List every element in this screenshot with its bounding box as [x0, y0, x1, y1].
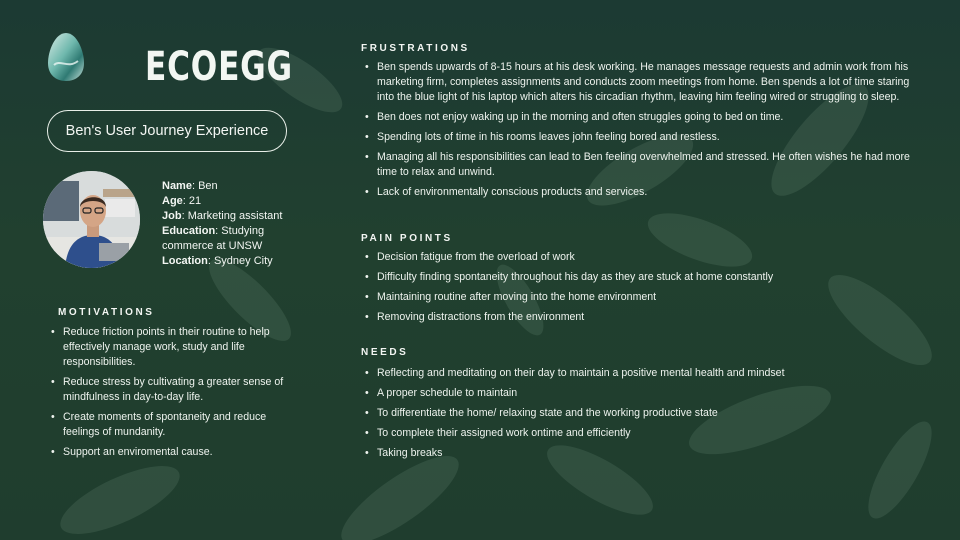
frustrations-list	[362, 60, 922, 205]
pain-points-list	[362, 250, 922, 330]
list-item: • Ben spends upwards of 8-15 hours at his desk working. He manages message requests and admin work from his marketing firm, completes assignments and conducts zoom meetings from home. Ben spends a lot of time staring into the blue light of his laptop which alters his circadian rhythm, leaving him feeling wired or struggling to sleep.	[362, 60, 922, 105]
needs-list	[362, 366, 922, 466]
list-item: • Ben does not enjoy waking up in the morning and often struggles going to bed on time.	[362, 110, 922, 125]
user-photo-avatar	[43, 171, 140, 268]
list-item: • Taking breaks	[362, 446, 922, 461]
frustrations-heading: FRUSTRATIONS	[361, 43, 470, 54]
journey-title-pill	[47, 110, 287, 152]
list-item: • Reduce friction points in their routine to help effectively manage work, study and life responsibilities.	[48, 325, 303, 370]
profile-job: Job: Marketing assistant	[162, 210, 283, 222]
needs-heading: NEEDS	[361, 347, 409, 358]
list-item: • Managing all his responsibilities can lead to Ben feeling overwhelmed and stressed. He often wishes he had more time to relax and unwind.	[362, 150, 922, 180]
list-item: • Maintaining routine after moving into the home environment	[362, 290, 922, 305]
list-item: • To differentiate the home/ relaxing state and the working productive state	[362, 406, 922, 421]
profile-location: Location: Sydney City	[162, 255, 273, 267]
avatar	[43, 171, 140, 268]
egg-logo-icon	[46, 31, 86, 83]
pain-points-heading: PAIN POINTS	[361, 233, 453, 244]
profile-details	[162, 179, 292, 269]
profile-age: Age: 21	[162, 195, 202, 207]
list-item: • Reduce stress by cultivating a greater sense of mindfulness in day-to-day life.	[48, 375, 303, 405]
journey-title-label: Ben's User Journey Experience	[65, 123, 269, 139]
profile-education: Education: Studying commerce at UNSW	[162, 225, 265, 252]
list-item: • To complete their assigned work ontime and efficiently	[362, 426, 922, 441]
list-item: • Lack of environmentally conscious products and services.	[362, 185, 922, 200]
list-item: • Create moments of spontaneity and reduce feelings of mundanity.	[48, 410, 303, 440]
list-item: • A proper schedule to maintain	[362, 386, 922, 401]
list-item: • Removing distractions from the environment	[362, 310, 922, 325]
list-item: • Spending lots of time in his rooms leaves john feeling bored and restless.	[362, 130, 922, 145]
motivations-list	[48, 325, 303, 465]
list-item: • Support an enviromental cause.	[48, 445, 303, 460]
list-item: • Difficulty finding spontaneity throughout his day as they are stuck at home constantly	[362, 270, 922, 285]
profile-name: Name: Ben	[162, 180, 218, 192]
list-item: • Decision fatigue from the overload of work	[362, 250, 922, 265]
list-item: • Reflecting and meditating on their day to maintain a positive mental health and mindset	[362, 366, 922, 381]
motivations-heading: MOTIVATIONS	[58, 307, 155, 318]
brand-title: ECOEGG	[145, 44, 293, 90]
